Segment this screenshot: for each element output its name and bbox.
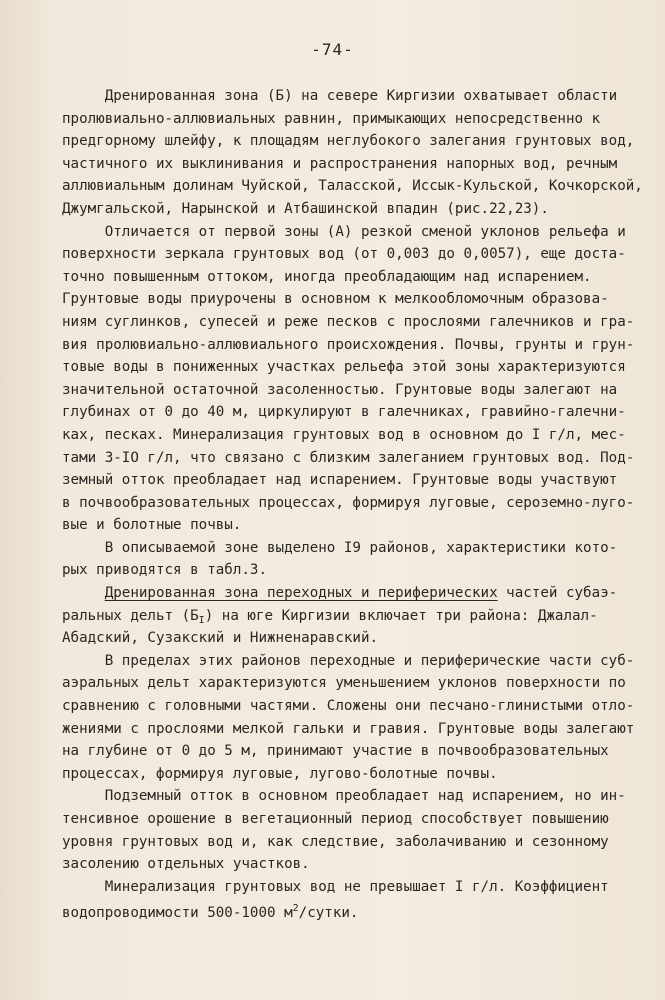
text-line (62, 582, 647, 605)
text-line: предгорному шлейфу, к площадям неглубокого залегания грунтовых вод, (62, 133, 635, 150)
text-line: сравнению с головными частями. Сложены они песчано-глинистыми отло- (62, 698, 635, 715)
text-line: пролювиально-аллювиальных равнин, примыкающих непосредственно к (62, 110, 601, 127)
text-line: уровня грунтовых вод и, как следствие, заболачиванию и сезонному (62, 833, 609, 850)
text-line: Отличается от первой зоны (А) резкой сменой уклонов рельефа и (62, 223, 626, 240)
text-fragment: частей субаэ- (497, 585, 618, 602)
text-line: поверхности зеркала грунтовых вод (от 0,003 до 0,0057), еще доста- (62, 246, 626, 263)
text-line: засолению отдельных участков. (62, 856, 310, 873)
text-fragment: ральных дельт (Б (62, 607, 199, 624)
text-line: товые воды в пониженных участках рельефа этой зоны характеризуются (62, 359, 626, 376)
text-line: значительной остаточной засоленностью. Грунтовые воды залегают на (62, 381, 618, 398)
text-line: аэральных дельт характеризуются уменьшением уклонов поверхности по (62, 675, 626, 692)
text-line: Джумгальской, Нарынской и Атбашинской впадин (рис.22,23). (62, 200, 549, 217)
text-line: тами 3-IO г/л, что связано с близким залеганием грунтовых вод. Под- (62, 449, 635, 466)
text-line: Дренированная зона (Б) на севере Киргизии охватывает области (62, 88, 618, 104)
text-line: на глубине от 0 до 5 м, принимают участие в почвообразовательных (62, 743, 609, 760)
subscript: I (198, 614, 205, 626)
text-line: точно повышенным оттоком, иногда преобладающим над испарением. (62, 268, 592, 285)
text-line: вые и болотные почвы. (62, 517, 242, 534)
text-line: в почвообразовательных процессах, формируя луговые, сероземно-луго- (62, 494, 635, 511)
text-fragment: ) на юге Киргизии включает три района: Джалал- (204, 607, 598, 624)
document-body (62, 85, 647, 921)
text-line: земный отток преобладает над испарением. Грунтовые воды участвуют (62, 472, 618, 489)
text-line: аллювиальным долинам Чуйской, Таласской, Иссык-Кульской, Кочкорской, (62, 178, 643, 195)
text-line: Подземный отток в основном преобладает над испарением, но ин- (62, 788, 626, 805)
underlined-heading: Дренированная зона переходных и периферических (104, 585, 498, 602)
text-line: В описываемой зоне выделено I9 районов, характеристики кото- (62, 539, 618, 556)
text-line: вия пролювиально-аллювиального происхождения. Почвы, грунты и грун- (62, 336, 635, 353)
text-line: ках, песках. Минерализация грунтовых вод в основном до I г/л, мес- (62, 426, 626, 443)
text-line: Грунтовые воды приурочены в основном к мелкообломочным образова- (62, 291, 609, 308)
text-line: тенсивное орошение в вегетационный период способствует повышению (62, 811, 609, 827)
text-line: жениями с прослоями мелкой гальки и гравия. Грунтовые воды залегают (62, 720, 635, 737)
text-line (62, 605, 647, 628)
text-line: В пределах этих районов переходные и периферические части суб- (62, 652, 635, 669)
text-fragment: /сутки. (298, 905, 359, 922)
text-fragment: водопроводимости 500-1000 м (62, 905, 293, 922)
text-line: частичного их выклинивания и распространения напорных вод, речным (62, 155, 618, 172)
text-line (62, 898, 647, 921)
page-number: -74- (311, 40, 354, 59)
superscript: 2 (292, 903, 299, 915)
text-line: ниям суглинков, супесей и реже песков с прослоями галечников и гра- (62, 313, 635, 330)
text-line: процессах, формируя луговые, лугово-болотные почвы. (62, 765, 498, 782)
text-line: рых приводятся в табл.3. (62, 562, 267, 579)
text-line: Минерализация грунтовых вод не превышает I г/л. Коэффициент (62, 878, 609, 895)
text-line: глубинах от 0 до 40 м, циркулируют в галечниках, гравийно-галечни- (62, 404, 626, 421)
text-line: Абадский, Сузакский и Нижненаравский. (62, 630, 379, 647)
